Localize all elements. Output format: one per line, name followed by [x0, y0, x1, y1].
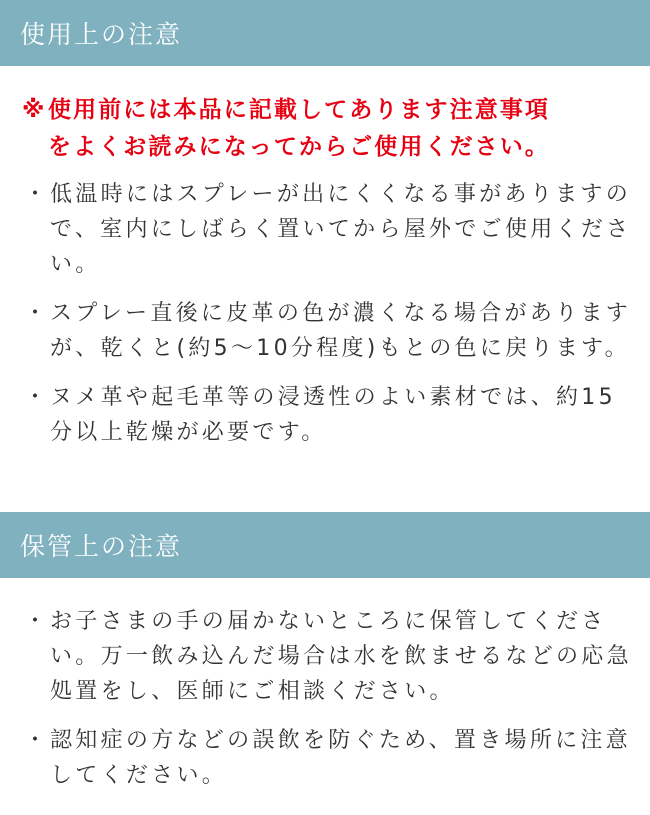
- list-item: [22, 380, 632, 450]
- bullet-icon: ・: [24, 609, 50, 634]
- usage-notes-list: [22, 177, 632, 464]
- bullet-icon: ・: [24, 385, 50, 410]
- storage-note-text: 認知症の方などの誤飲を防ぐため、置き場所に注意してください。: [50, 728, 632, 788]
- storage-notes-list: [22, 604, 632, 807]
- list-item: [22, 723, 632, 793]
- usage-section-title: 使用上の注意: [20, 20, 183, 49]
- storage-section-header: [0, 512, 650, 578]
- usage-warning: [22, 92, 632, 166]
- usage-note-text: スプレー直後に皮革の色が濃くなる場合がありますが、乾くと(約5〜10分程度)もとの色に戻ります。: [50, 301, 632, 361]
- usage-section-header: [0, 0, 650, 66]
- bullet-icon: ・: [24, 301, 50, 326]
- bullet-icon: ・: [24, 728, 50, 753]
- list-item: [22, 296, 632, 366]
- usage-warning-line-2: をよくお読みになってからご使用ください。: [48, 134, 550, 160]
- usage-warning-line-1: 使用前には本品に記載してあります注意事項: [48, 97, 550, 123]
- storage-section-title: 保管上の注意: [20, 532, 183, 561]
- list-item: [22, 177, 632, 282]
- usage-note-text: 低温時にはスプレーが出にくくなる事がありますので、室内にしばらく置いてから屋外でご使用ください。: [50, 182, 632, 277]
- bullet-icon: ・: [24, 182, 50, 207]
- storage-note-text: お子さまの手の届かないところに保管してください。万一飲み込んだ場合は水を飲ませるなどの応急処置をし、医師にご相談ください。: [50, 609, 632, 704]
- list-item: [22, 604, 632, 709]
- usage-note-text: ヌメ革や起毛革等の浸透性のよい素材では、約15分以上乾燥が必要です。: [50, 385, 616, 445]
- reference-mark-icon: ※: [22, 97, 47, 123]
